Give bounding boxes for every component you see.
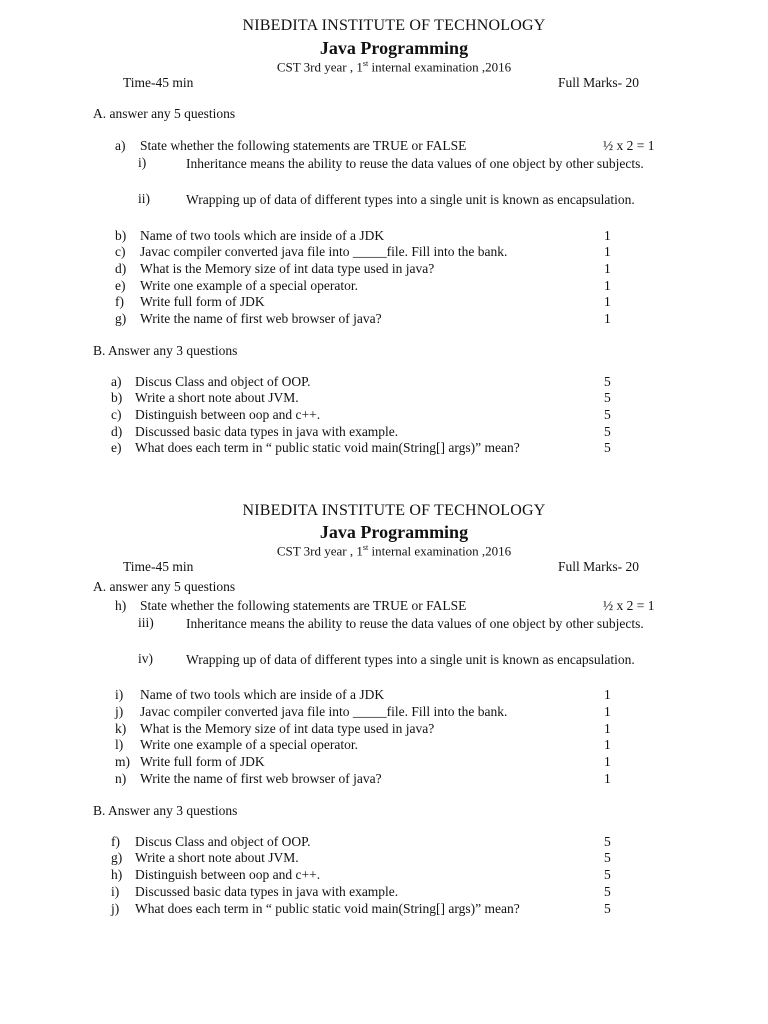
question-label: c) xyxy=(115,244,126,259)
exam-line-ordinal: st xyxy=(362,543,369,552)
question-marks: 1 xyxy=(604,721,611,736)
exam-line xyxy=(0,59,768,75)
question-b xyxy=(0,228,768,245)
question-label: h) xyxy=(115,598,127,613)
sub-question-label: i) xyxy=(138,155,147,170)
question-label: g) xyxy=(115,311,127,326)
question-b-j xyxy=(0,901,768,918)
question-b-h xyxy=(0,867,768,884)
question-label: m) xyxy=(115,754,130,769)
section-a-heading-copy2: A. answer any 5 questions xyxy=(93,579,236,594)
question-marks: 5 xyxy=(604,901,611,916)
question-text: Distinguish between oop and c++. xyxy=(135,867,321,882)
question-b-g xyxy=(0,850,768,867)
question-text: What does each term in “ public static void main(String[] args)” mean? xyxy=(135,440,520,455)
question-marks: 5 xyxy=(604,884,611,899)
question-label: a) xyxy=(111,374,122,389)
exam-line-ordinal: st xyxy=(362,59,369,68)
question-label: h) xyxy=(111,867,123,882)
question-marks: 1 xyxy=(604,294,611,309)
question-text: Discus Class and object of OOP. xyxy=(135,834,311,849)
question-marks: 1 xyxy=(604,687,611,702)
question-label: e) xyxy=(111,440,122,455)
subject-title-copy2: Java Programming xyxy=(319,522,469,542)
question-text: Write full form of JDK xyxy=(140,294,265,309)
question-label: f) xyxy=(111,834,120,849)
question-text: Write one example of a special operator. xyxy=(140,737,358,752)
sub-question-text: Inheritance means the ability to reuse the data values of one object by other subjects. xyxy=(186,616,644,631)
time-label: Time-45 min xyxy=(123,75,194,90)
question-marks: 5 xyxy=(604,407,611,422)
question-marks: 5 xyxy=(604,374,611,389)
question-marks: 1 xyxy=(604,278,611,293)
question-label: n) xyxy=(115,771,127,786)
question-label: j) xyxy=(115,704,124,719)
question-i xyxy=(0,687,768,704)
question-text: What is the Memory size of int data type used in java? xyxy=(140,261,435,276)
question-label: d) xyxy=(115,261,127,276)
question-marks: 1 xyxy=(604,228,611,243)
question-b-b xyxy=(0,390,768,407)
question-text: Write a short note about JVM. xyxy=(135,850,299,865)
question-label: j) xyxy=(111,901,120,916)
sub-question-label: iv) xyxy=(138,651,153,666)
question-label: e) xyxy=(115,278,126,293)
question-label: a) xyxy=(115,138,126,153)
sub-question-text: Wrapping up of data of different types into a single unit is known as encapsulation. xyxy=(186,652,635,667)
sub-question-text: Wrapping up of data of different types into a single unit is known as encapsulation. xyxy=(186,192,635,207)
question-marks: 1 xyxy=(604,244,611,259)
question-label: d) xyxy=(111,424,123,439)
question-label: b) xyxy=(111,390,123,405)
sub-question-text: Inheritance means the ability to reuse the data values of one object by other subjects. xyxy=(186,156,644,171)
section-b-heading-copy2: B. Answer any 3 questions xyxy=(93,803,238,818)
section-b-heading: B. Answer any 3 questions xyxy=(93,343,238,358)
question-text: Write the name of first web browser of java? xyxy=(140,771,382,786)
question-k xyxy=(0,721,768,738)
full-marks-label-copy2: Full Marks- 20 xyxy=(558,559,639,574)
question-marks: 5 xyxy=(604,390,611,405)
question-b-e xyxy=(0,440,768,457)
question-b-c xyxy=(0,407,768,424)
exam-line-suffix: internal examination ,2016 xyxy=(368,543,512,559)
question-text: State whether the following statements are TRUE or FALSE xyxy=(140,598,467,613)
question-b-a xyxy=(0,374,768,391)
subject-title: Java Programming xyxy=(319,38,469,58)
question-text: Write one example of a special operator. xyxy=(140,278,358,293)
question-m xyxy=(0,754,768,771)
time-label-copy2: Time-45 min xyxy=(123,559,194,574)
exam-line-suffix: internal examination ,2016 xyxy=(368,59,512,75)
question-text: Javac compiler converted java file into _____file. Fill into the bank. xyxy=(140,704,508,719)
question-marks: 5 xyxy=(604,867,611,882)
question-b-i xyxy=(0,884,768,901)
question-text: What is the Memory size of int data type used in java? xyxy=(140,721,435,736)
question-label: l) xyxy=(115,737,124,752)
question-text: Discussed basic data types in java with example. xyxy=(135,884,399,899)
question-text: Distinguish between oop and c++. xyxy=(135,407,321,422)
question-a xyxy=(0,138,768,155)
sub-question-label: iii) xyxy=(138,615,154,630)
question-marks: 1 xyxy=(604,311,611,326)
question-label: i) xyxy=(115,687,124,702)
question-text: Write a short note about JVM. xyxy=(135,390,299,405)
question-label: k) xyxy=(115,721,127,736)
question-marks: ½ x 2 = 1 xyxy=(603,138,655,153)
question-n xyxy=(0,771,768,788)
question-label: b) xyxy=(115,228,127,243)
question-marks: ½ x 2 = 1 xyxy=(603,598,655,613)
exam-line-copy2 xyxy=(0,543,768,559)
question-c xyxy=(0,244,768,261)
question-label: g) xyxy=(111,850,123,865)
question-marks: 5 xyxy=(604,424,611,439)
question-marks: 1 xyxy=(604,737,611,752)
question-label: f) xyxy=(115,294,124,309)
question-text: Discussed basic data types in java with example. xyxy=(135,424,399,439)
question-e xyxy=(0,278,768,295)
exam-line-prefix: CST 3rd year , 1 xyxy=(276,59,363,75)
question-text: Write full form of JDK xyxy=(140,754,265,769)
question-marks: 5 xyxy=(604,834,611,849)
question-marks: 1 xyxy=(604,261,611,276)
question-text: Discus Class and object of OOP. xyxy=(135,374,311,389)
question-b-f xyxy=(0,834,768,851)
question-g xyxy=(0,311,768,328)
section-a-heading: A. answer any 5 questions xyxy=(93,106,236,121)
question-b-d xyxy=(0,424,768,441)
question-f xyxy=(0,294,768,311)
question-marks: 1 xyxy=(604,704,611,719)
question-text: State whether the following statements are TRUE or FALSE xyxy=(140,138,467,153)
question-text: Name of two tools which are inside of a JDK xyxy=(140,228,385,243)
question-label: i) xyxy=(111,884,120,899)
question-marks: 1 xyxy=(604,754,611,769)
question-label: c) xyxy=(111,407,122,422)
question-text: Javac compiler converted java file into _____file. Fill into the bank. xyxy=(140,244,508,259)
question-marks: 5 xyxy=(604,850,611,865)
question-j xyxy=(0,704,768,721)
question-marks: 1 xyxy=(604,771,611,786)
institute-title: NIBEDITA INSTITUTE OF TECHNOLOGY xyxy=(242,17,546,34)
question-text: What does each term in “ public static void main(String[] args)” mean? xyxy=(135,901,520,916)
question-l xyxy=(0,737,768,754)
exam-line-prefix: CST 3rd year , 1 xyxy=(276,543,363,559)
question-h xyxy=(0,598,768,615)
question-text: Name of two tools which are inside of a JDK xyxy=(140,687,385,702)
institute-title-copy2: NIBEDITA INSTITUTE OF TECHNOLOGY xyxy=(242,502,546,519)
question-marks: 5 xyxy=(604,440,611,455)
sub-question-label: ii) xyxy=(138,191,150,206)
question-d xyxy=(0,261,768,278)
full-marks-label: Full Marks- 20 xyxy=(558,75,639,90)
question-text: Write the name of first web browser of java? xyxy=(140,311,382,326)
